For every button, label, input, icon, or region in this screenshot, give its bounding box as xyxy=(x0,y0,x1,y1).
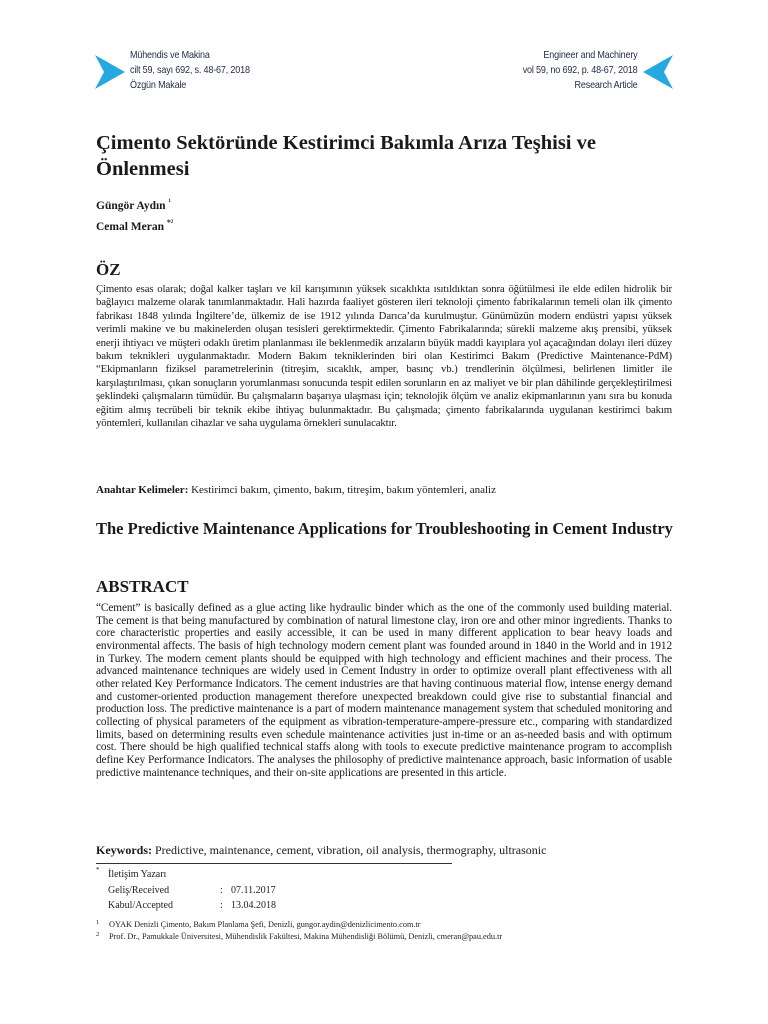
article-type-en: Research Article xyxy=(575,79,638,91)
header-right-arrow-notch xyxy=(664,55,673,89)
footnote-star-mark: * xyxy=(96,866,100,874)
author-mark: *² xyxy=(166,218,174,227)
oz-keywords-label: Anahtar Kelimeler: xyxy=(96,484,189,496)
abstract-keywords xyxy=(96,843,672,858)
oz-body: Çimento esas olarak; doğal kalker taşları ve kil karışımının yüksek sıcaklıkta ısıtıldıktan sonra öğütülmesi ile elde edilen hidrolik bir bağlayıcı malzeme olarak tanımlanmaktadır. Hali hazırda faaliyet gösteren ileri teknoloji çimento fabrikalarının temeli olan ilk çimento fabrikası 1848 yılında İngiltere’de, ülkemiz de ise 1912 yılında Darıca’da kurulmuştur. Günümüzün modern endüstri yapısı yüksek verimli makine ve bu makinelerden oluşan tesisleri gerektirmektedir. Çimento Fabrikalarında; sürekli malzeme akış prensibi, yüksek enerji ihtiyacı ve müşteri odaklı üretim planlanması ile beklenmedik arızaların büyük maddi kayıplara yol açacağından dolayı ileri düzey bakım teknikleri uygulanmaktadır. Modern Bakım tekniklerinden biri olan Kestirimci Bakım (Predictive Maintenance-PdM) “Ekipmanların fiziksel parametrelerinin (titreşim, sıcaklık, amper, basınç vb.) trendlerinin ölçülmesi, belirlenen limitler ile karşılaştırılması, çıkan sonuçların yorumlanması sonucunda tespit edilen sorunların en az maliyet ve bir plan dâhilinde gerçekleştirilmesi şeklindeki çalışmaların tümüdür. Bu çalışmaların başarıya ulaşması için; teknolojik ölçüm ve analiz ekipmanlarının yanı sıra bu konuda eğitim almış tecrübeli bir teknik ekibe ihtiyaç bulunmaktadır. Bu çalışmada; çimento fabrikalarında uygulanan kestirimci bakım yöntemleri, kullanılan cihazlar ve saha uygulama örnekleri sunulacaktır. xyxy=(96,283,672,430)
oz-keywords-list: Kestirimci bakım, çimento, bakım, titreşim, bakım yöntemleri, analiz xyxy=(191,484,496,496)
paper-title-tr: Çimento Sektöründe Kestirimci Bakımla Arıza Teşhisi ve Önlenmesi xyxy=(96,132,596,180)
corresponding-author-note: İletişim Yazarı xyxy=(108,869,167,880)
journal-volume-en: vol 59, no 692, p. 48-67, 2018 xyxy=(523,64,638,76)
article-type-tr: Özgün Makale xyxy=(130,79,187,91)
abstract-keywords-label: Keywords: xyxy=(96,843,152,857)
header-left-arrow-notch xyxy=(95,55,104,89)
affiliation-2: Prof. Dr., Pamukkale Üniversitesi, Mühendislik Fakültesi, Makina Mühendisliği Bölümü, Denizli, cmeran@pau.edu.tr xyxy=(109,932,503,941)
journal-name-tr: Mühendis ve Makina xyxy=(130,49,210,61)
oz-heading: ÖZ xyxy=(96,260,121,279)
affiliation-2-mark: 2 xyxy=(96,931,100,938)
author-name: Cemal Meran xyxy=(96,220,165,233)
accepted-sep: : xyxy=(220,900,223,911)
author-1 xyxy=(96,197,171,212)
abstract-keywords-list: Predictive, maintenance, cement, vibration, oil analysis, thermography, ultrasonic xyxy=(155,843,547,857)
author-2 xyxy=(96,218,173,233)
oz-keywords xyxy=(96,484,672,496)
abstract-body: “Cement” is basically defined as a glue acting like hydraulic binder which as the one of the commonly used building material. The cement is that being manufactured by combination of natural limestone clay, iron ore and other minor ingredients. Thanks to core characteristic properties and easily accessible, it can be used in many different application to bear heavy loads and environmental affects. The basis of high technology modern cement plant was founded around in 1840 in the World and in 1912 in Turkey. The modern cement plants should be equipped with high technology and efficient machines and their process. The advanced maintenance techniques are widely used in Cement Industry in order to optimize overall plant effectiveness with all other related Key Performance Indicators. The cement industries are that having continuous material flow, intense energy demand and customer-oriented production management therefore unexpected breakdown could give rise to substantial financial and production loss. The predictive maintenance is a part of modern maintenance management system that scheduled monitoring and collecting of physical parameters of the equipment as vibration-temperature-ampere-pressure etc., comparing with standardized limits, based on determining results even schedule maintenance activities just in-time or an as-needed basis and with optimum cost. There should be high qualified technical staffs along with tools to execute predictive maintenance program to accomplish define Key Performance Indicators. The analyses the philosophy of predictive maintenance approach, basic information of usable predictive maintenance techniques, and their on-site applications are presented in this article. xyxy=(96,602,672,779)
author-name: Güngör Aydın xyxy=(96,199,166,212)
received-date: 07.11.2017 xyxy=(231,885,276,896)
author-mark: ¹ xyxy=(168,197,171,206)
journal-volume-tr: cilt 59, sayı 692, s. 48-67, 2018 xyxy=(130,64,250,76)
accepted-label: Kabul/Accepted xyxy=(108,900,173,911)
journal-name-en: Engineer and Machinery xyxy=(543,49,638,61)
received-sep: : xyxy=(220,885,223,896)
paper-title-en: The Predictive Maintenance Applications for Troubleshooting in Cement Industry xyxy=(96,519,673,538)
received-label: Geliş/Received xyxy=(108,885,170,896)
footnote-divider xyxy=(96,863,452,864)
abstract-heading: ABSTRACT xyxy=(96,577,189,596)
accepted-date: 13.04.2018 xyxy=(231,900,276,911)
journal-header-tr xyxy=(130,48,250,93)
journal-header-en xyxy=(523,48,638,93)
affiliation-1-mark: 1 xyxy=(96,919,100,926)
affiliation-1: OYAK Denizli Çimento, Bakım Planlama Şefi, Denizli, gungor.aydin@denizlicimento.com.tr xyxy=(109,920,421,929)
